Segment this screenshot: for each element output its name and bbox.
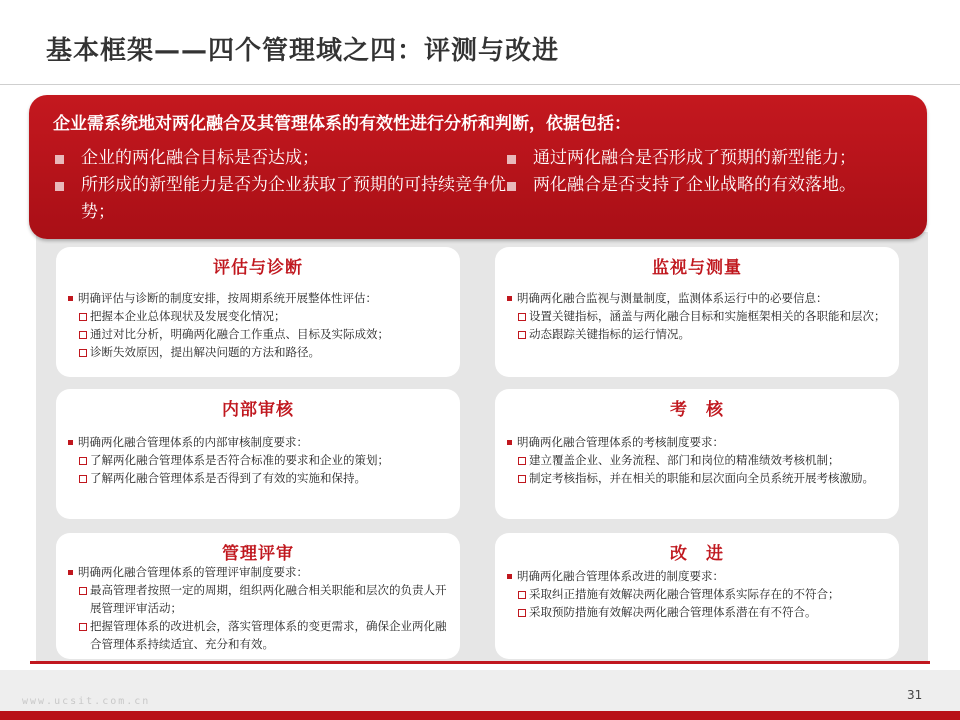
list-item: 制定考核指标，并在相关的职能和层次面向全员系统开展考核激励。: [505, 469, 891, 487]
list-item: 动态跟踪关键指标的运行情况。: [505, 325, 891, 343]
list-item: 明确两化融合监视与测量制度，监测体系运行中的必要信息：: [505, 289, 891, 307]
card-internal-audit: [56, 389, 460, 519]
list-item: 通过对比分析，明确两化融合工作重点、目标及实际成效；: [66, 325, 452, 343]
banner-item: 通过两化融合是否形成了预期的新型能力；: [505, 145, 925, 172]
list-item: 明确两化融合管理体系的考核制度要求：: [505, 433, 891, 451]
card-list: [505, 289, 891, 343]
list-item: 采取预防措施有效解决两化融合管理体系潜在有不符合。: [505, 603, 891, 621]
list-item: 把握管理体系的改进机会，落实管理体系的变更需求，确保企业两化融合管理体系持续适宜、充分和有效。: [66, 617, 452, 653]
card-list: [66, 289, 452, 361]
bullet-square-icon: [55, 155, 64, 164]
banner-heading: 企业需系统地对两化融合及其管理体系的有效性进行分析和判断，依据包括：: [53, 114, 631, 134]
list-item: 了解两化融合管理体系是否符合标准的要求和企业的策划；: [66, 451, 452, 469]
list-item: 最高管理者按照一定的周期，组织两化融合相关职能和层次的负责人开展管理评审活动；: [66, 581, 452, 617]
page-number: 31: [907, 688, 923, 702]
card-assessment: [495, 389, 899, 519]
banner-list-right: [505, 145, 925, 199]
card-title: 评估与诊断: [213, 258, 303, 278]
footer-watermark: www.ucsit.com.cn: [22, 696, 151, 707]
bullet-square-icon: [507, 182, 516, 191]
card-list: [66, 433, 452, 487]
banner-item: 企业的两化融合目标是否达成；: [53, 145, 513, 172]
card-monitoring: [495, 247, 899, 377]
card-evaluation: [56, 247, 460, 377]
banner-item: 所形成的新型能力是否为企业获取了预期的可持续竞争优势；: [53, 172, 513, 226]
card-improvement: [495, 533, 899, 659]
list-item: 了解两化融合管理体系是否得到了有效的实施和保持。: [66, 469, 452, 487]
list-item: 采取纠正措施有效解决两化融合管理体系实际存在的不符合；: [505, 585, 891, 603]
footer-red-bar: [0, 711, 960, 720]
card-title: 管理评审: [222, 544, 294, 564]
bottom-divider: [30, 661, 930, 664]
list-item: 明确评估与诊断的制度安排，按周期系统开展整体性评估：: [66, 289, 452, 307]
card-title: 改 进: [670, 544, 724, 564]
criteria-banner: [29, 95, 927, 239]
list-item: 明确两化融合管理体系的内部审核制度要求：: [66, 433, 452, 451]
list-item: 设置关键指标，涵盖与两化融合目标和实施框架相关的各职能和层次；: [505, 307, 891, 325]
card-title: 内部审核: [222, 400, 294, 420]
list-item: 建立覆盖企业、业务流程、部门和岗位的精准绩效考核机制；: [505, 451, 891, 469]
banner-item: 两化融合是否支持了企业战略的有效落地。: [505, 172, 925, 199]
bullet-square-icon: [55, 182, 64, 191]
card-list: [505, 567, 891, 621]
card-title: 考 核: [670, 400, 724, 420]
title-divider: [0, 84, 960, 85]
list-item: 明确两化融合管理体系改进的制度要求：: [505, 567, 891, 585]
card-list: [66, 563, 452, 653]
banner-list-left: [53, 145, 513, 226]
list-item: 把握本企业总体现状及发展变化情况；: [66, 307, 452, 325]
page-title: 基本框架——四个管理域之四：评测与改进: [46, 36, 560, 66]
bullet-square-icon: [507, 155, 516, 164]
card-list: [505, 433, 891, 487]
card-management-review: [56, 533, 460, 659]
card-title: 监视与测量: [652, 258, 742, 278]
list-item: 明确两化融合管理体系的管理评审制度要求：: [66, 563, 452, 581]
list-item: 诊断失效原因，提出解决问题的方法和路径。: [66, 343, 452, 361]
